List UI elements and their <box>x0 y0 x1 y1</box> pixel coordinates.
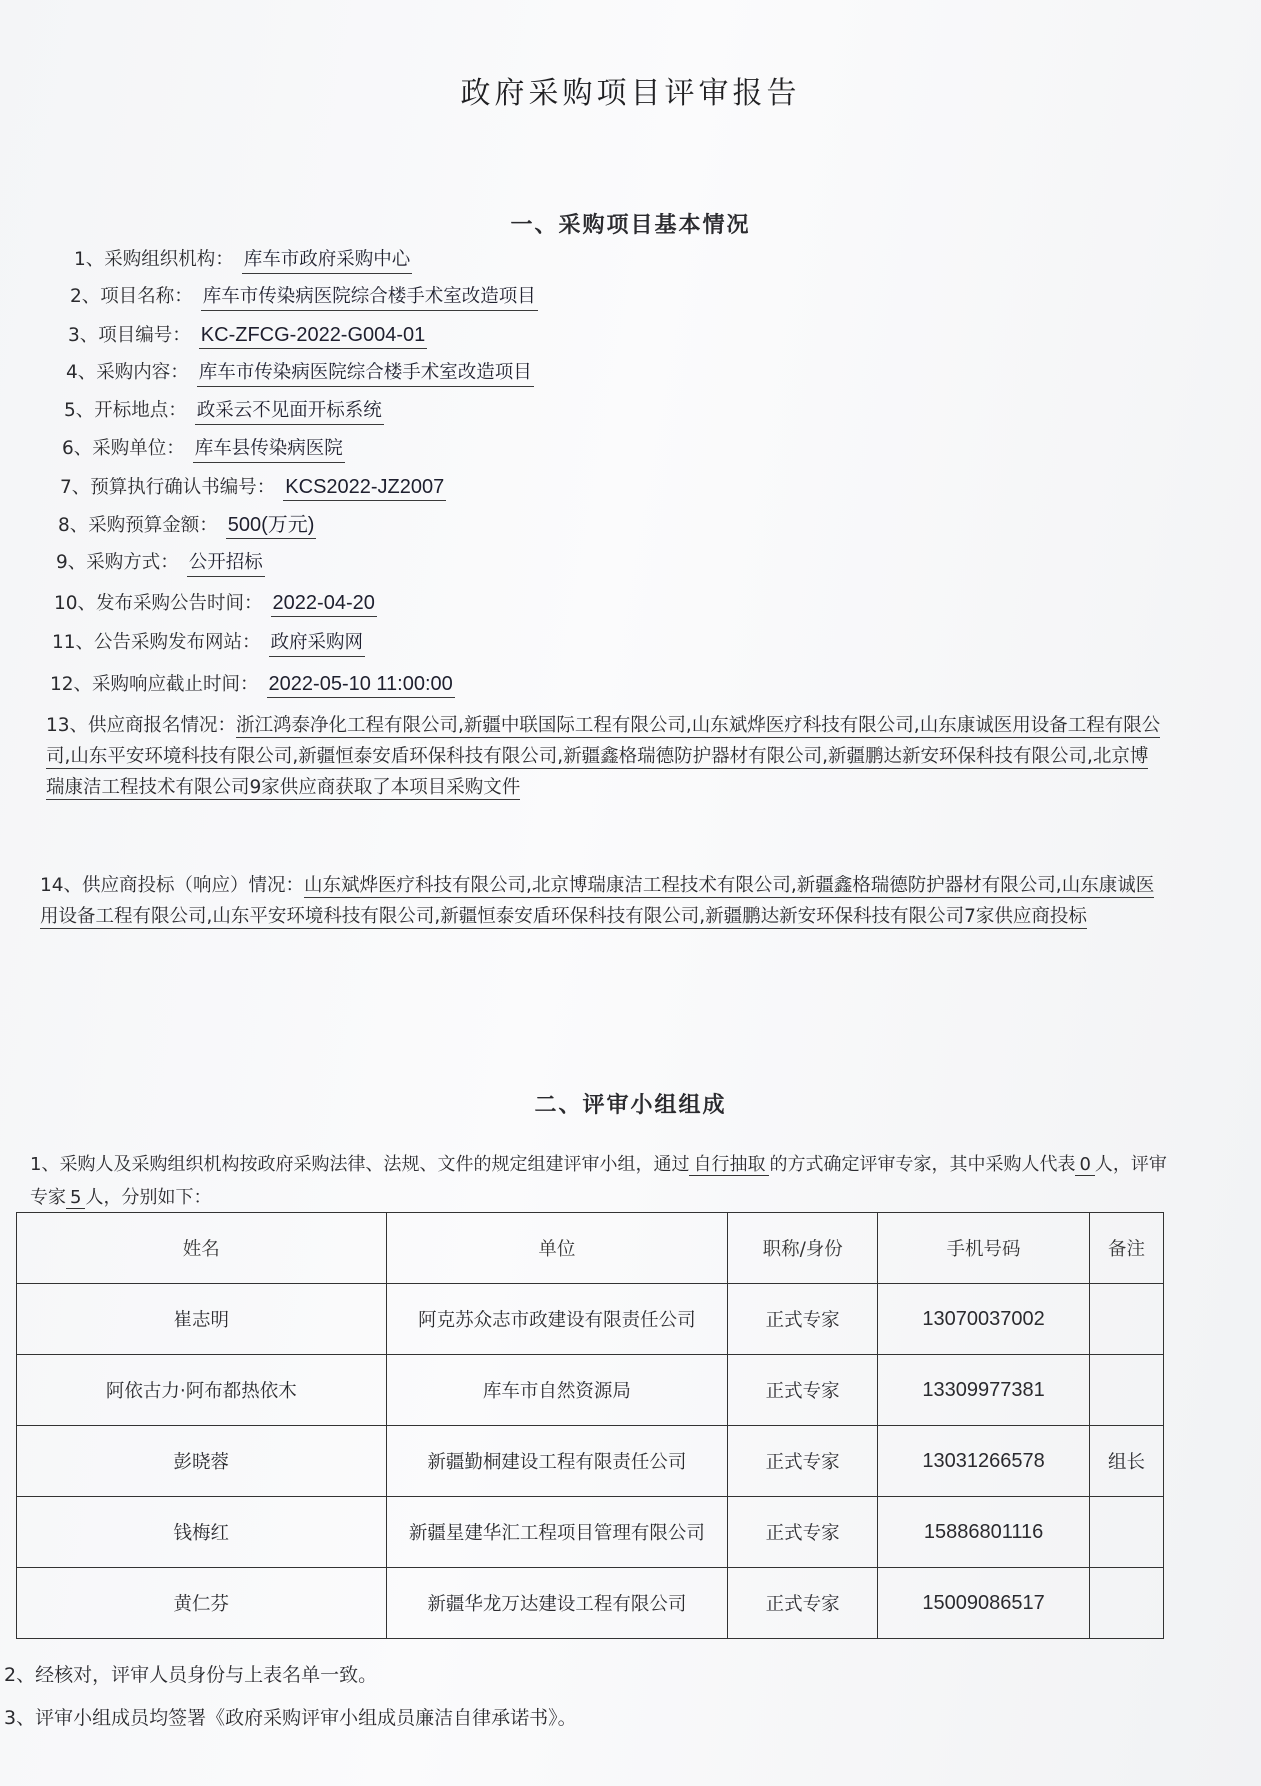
header-unit: 单位 <box>386 1213 728 1284</box>
info-value: 库车市传染病医院综合楼手术室改造项目 <box>201 285 538 311</box>
info-project-name <box>70 285 538 311</box>
para-text: 的方式确定评审专家，其中采购人代表 <box>769 1154 1076 1175</box>
info-procurement-agency <box>74 248 412 274</box>
page-title: 政府采购项目评审报告 <box>460 76 801 111</box>
info-label: 8、采购预算金额： <box>58 515 218 536</box>
table-row <box>17 1497 1164 1568</box>
panel-formation-paragraph <box>30 1148 1180 1214</box>
info-label: 7、预算执行确认书编号： <box>60 477 276 498</box>
info-purchasing-unit <box>62 437 345 463</box>
info-label: 6、采购单位： <box>62 438 185 459</box>
table-header-row <box>17 1213 1164 1284</box>
cell-remark <box>1090 1497 1164 1568</box>
cell-title: 正式专家 <box>728 1284 878 1355</box>
note-integrity-pledge: 3、评审小组成员均签署《政府采购评审小组成员廉洁自律承诺书》。 <box>4 1707 577 1729</box>
cell-phone: 15009086517 <box>878 1568 1090 1639</box>
para-text: 人，分别如下： <box>85 1187 212 1208</box>
cell-title: 正式专家 <box>728 1355 878 1426</box>
cell-name: 阿依古力·阿布都热依木 <box>17 1355 387 1426</box>
item13-text: 浙江鸿泰净化工程有限公司,新疆中联国际工程有限公司,山东斌烨医疗科技有限公司,山东康诚医用设备工程有限公司,山东平安环境科技有限公司,新疆恒泰安盾环保科技有限公司,新疆鑫格瑞德防护器材有限公司,新疆鹏达新安环保科技有限公司,北京博瑞康洁工程技术有限公司9家供应商获取了本项目采购文件 <box>46 715 1161 798</box>
cell-name: 黄仁芬 <box>17 1568 387 1639</box>
info-procurement-content <box>66 361 534 387</box>
cell-unit: 新疆勤桐建设工程有限责任公司 <box>386 1426 728 1497</box>
info-label: 12、采购响应截止时间： <box>50 674 259 695</box>
info-label: 11、公告采购发布网站： <box>52 632 261 653</box>
cell-phone: 13070037002 <box>878 1284 1090 1355</box>
info-value: 库车市政府采购中心 <box>242 248 413 274</box>
info-procurement-method <box>56 551 265 577</box>
info-announcement-date <box>54 591 377 617</box>
info-value: 库车市传染病医院综合楼手术室改造项目 <box>197 361 534 387</box>
table-row <box>17 1355 1164 1426</box>
cell-title: 正式专家 <box>728 1568 878 1639</box>
info-response-deadline <box>50 672 455 698</box>
cell-unit: 新疆星建华汇工程项目管理有限公司 <box>386 1497 728 1568</box>
info-label: 9、采购方式： <box>56 552 179 573</box>
header-title: 职称/身份 <box>728 1213 878 1284</box>
expert-table <box>16 1212 1164 1639</box>
item14-label: 14、供应商投标（响应）情况： <box>40 875 305 896</box>
info-value: 2022-05-10 11:00:00 <box>267 672 455 698</box>
cell-phone: 13309977381 <box>878 1355 1090 1426</box>
supplier-registration-paragraph <box>46 710 1164 803</box>
cell-name: 钱梅红 <box>17 1497 387 1568</box>
table-row <box>17 1284 1164 1355</box>
info-label: 1、采购组织机构： <box>74 249 234 270</box>
cell-remark <box>1090 1284 1164 1355</box>
header-phone: 手机号码 <box>878 1213 1090 1284</box>
info-label: 2、项目名称： <box>70 286 193 307</box>
header-name: 姓名 <box>17 1213 387 1284</box>
info-value: 2022-04-20 <box>271 591 377 617</box>
cell-remark <box>1090 1355 1164 1426</box>
table-row <box>17 1568 1164 1639</box>
cell-title: 正式专家 <box>728 1426 878 1497</box>
info-value: KCS2022-JZ2007 <box>283 475 446 501</box>
info-label: 4、采购内容： <box>66 362 189 383</box>
info-value: 库车县传染病医院 <box>193 437 345 463</box>
section1-heading: 一、采购项目基本情况 <box>510 212 751 238</box>
cell-remark: 组长 <box>1090 1426 1164 1497</box>
selection-method: 自行抽取 <box>689 1154 769 1176</box>
info-value: 500(万元) <box>226 513 317 539</box>
info-budget-amount <box>58 513 316 539</box>
cell-title: 正式专家 <box>728 1497 878 1568</box>
header-remark: 备注 <box>1090 1213 1164 1284</box>
item13-label: 13、供应商报名情况： <box>46 715 237 736</box>
info-label: 10、发布采购公告时间： <box>54 593 263 614</box>
para-text: 人，评审专家 <box>30 1154 1167 1208</box>
purchaser-rep-count: 0 <box>1075 1154 1094 1176</box>
info-bid-opening-location <box>64 399 384 425</box>
info-project-number <box>68 323 427 349</box>
item14-text: 山东斌烨医疗科技有限公司,北京博瑞康洁工程技术有限公司,新疆鑫格瑞德防护器材有限公司,山东康诚医用设备工程有限公司,山东平安环境科技有限公司,新疆恒泰安盾环保科技有限公司,新疆鹏达新安环保科技有限公司7家供应商投标 <box>40 875 1155 927</box>
cell-remark <box>1090 1568 1164 1639</box>
info-value: 公开招标 <box>187 551 265 577</box>
cell-unit: 阿克苏众志市政建设有限责任公司 <box>386 1284 728 1355</box>
info-value: 政采云不见面开标系统 <box>195 399 384 425</box>
expert-count: 5 <box>66 1187 85 1209</box>
info-value: KC-ZFCG-2022-G004-01 <box>199 323 428 349</box>
cell-phone: 13031266578 <box>878 1426 1090 1497</box>
info-announcement-website <box>52 631 365 657</box>
cell-unit: 库车市自然资源局 <box>386 1355 728 1426</box>
info-value: 政府采购网 <box>269 631 366 657</box>
cell-name: 崔志明 <box>17 1284 387 1355</box>
cell-phone: 15886801116 <box>878 1497 1090 1568</box>
para-text: 1、采购人及采购组织机构按政府采购法律、法规、文件的规定组建评审小组，通过 <box>30 1154 690 1175</box>
supplier-bidding-paragraph <box>40 870 1162 932</box>
section2-heading: 二、评审小组组成 <box>534 1092 727 1118</box>
cell-name: 彭晓蓉 <box>17 1426 387 1497</box>
note-identity-verified: 2、经核对，评审人员身份与上表名单一致。 <box>4 1664 378 1686</box>
info-budget-confirmation-number <box>60 475 446 501</box>
info-label: 5、开标地点： <box>64 400 187 421</box>
info-label: 3、项目编号： <box>68 325 191 346</box>
cell-unit: 新疆华龙万达建设工程有限公司 <box>386 1568 728 1639</box>
table-row <box>17 1426 1164 1497</box>
